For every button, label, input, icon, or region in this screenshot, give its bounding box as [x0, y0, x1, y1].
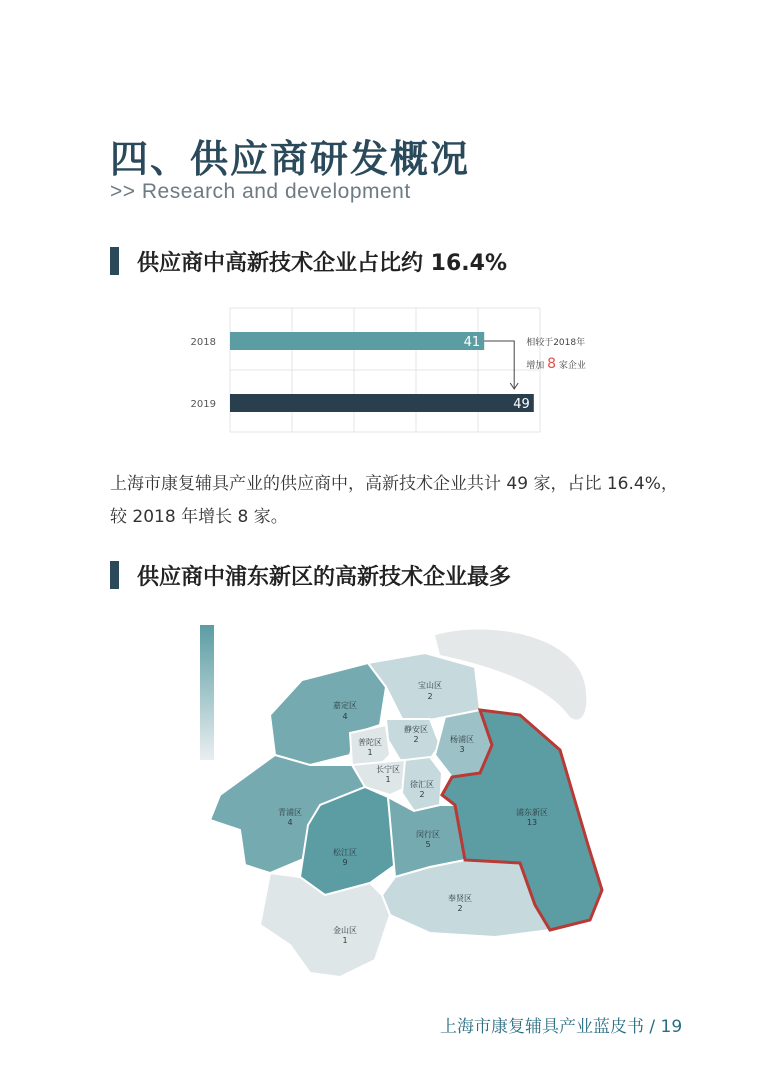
district-value: 2	[457, 904, 463, 913]
district-value: 1	[367, 748, 373, 757]
district-label: 宝山区	[418, 681, 442, 690]
section-marker	[110, 247, 119, 275]
district-label: 长宁区	[376, 765, 400, 774]
district-label: 静安区	[404, 725, 428, 734]
district-label: 嘉定区	[333, 701, 357, 710]
district-value: 1	[385, 775, 391, 784]
bar-2019	[230, 394, 534, 412]
district-value: 2	[413, 735, 419, 744]
district-value: 1	[342, 936, 348, 945]
district-map	[190, 615, 610, 985]
page-footer: 上海市康复辅具产业蓝皮书 / 19	[440, 1017, 683, 1037]
page-title: 四、供应商研发概况	[110, 137, 471, 181]
bar-2018	[230, 332, 484, 350]
section-heading-2	[110, 560, 511, 590]
district-label: 杨浦区	[450, 735, 474, 744]
district-value: 13	[526, 818, 538, 827]
annotation-line-2: 增加 8 家企业	[526, 356, 586, 372]
data-label: 49	[513, 397, 530, 412]
map-legend-gradient	[200, 625, 214, 760]
section-heading-2-text: 供应商中浦东新区的高新技术企业最多	[137, 564, 512, 590]
district-value: 4	[287, 818, 293, 827]
section-marker	[110, 561, 119, 589]
district-label: 奉贤区	[448, 894, 472, 903]
district-label: 金山区	[333, 926, 357, 935]
data-label: 41	[463, 335, 481, 350]
section-heading-1	[110, 246, 507, 276]
district-label: 徐汇区	[410, 780, 434, 789]
bar-chart	[150, 300, 610, 440]
page-subtitle: >> Research and development	[110, 180, 411, 203]
district-value: 3	[459, 745, 465, 754]
category-label: 2019	[190, 399, 216, 410]
district-label: 闵行区	[416, 830, 440, 839]
district-value: 5	[425, 840, 431, 849]
district-label: 普陀区	[358, 738, 382, 747]
section-heading-1-text: 供应商中高新技术企业占比约 16.4%	[137, 250, 507, 276]
district-label: 浦东新区	[516, 808, 548, 817]
district-value: 4	[342, 712, 348, 721]
annotation-line-1: 相较于2018年	[526, 338, 586, 348]
connector-line	[484, 341, 514, 388]
district-label: 青浦区	[278, 808, 302, 817]
district-value: 2	[427, 692, 433, 701]
category-label: 2018	[190, 337, 216, 348]
district-value: 9	[342, 858, 348, 867]
district-label: 松江区	[333, 848, 357, 857]
body-paragraph: 上海市康复辅具产业的供应商中，高新技术企业共计 49 家，占比 16.4%，较 2018 年增长 8 家。	[110, 474, 678, 527]
district-value: 2	[419, 790, 425, 799]
